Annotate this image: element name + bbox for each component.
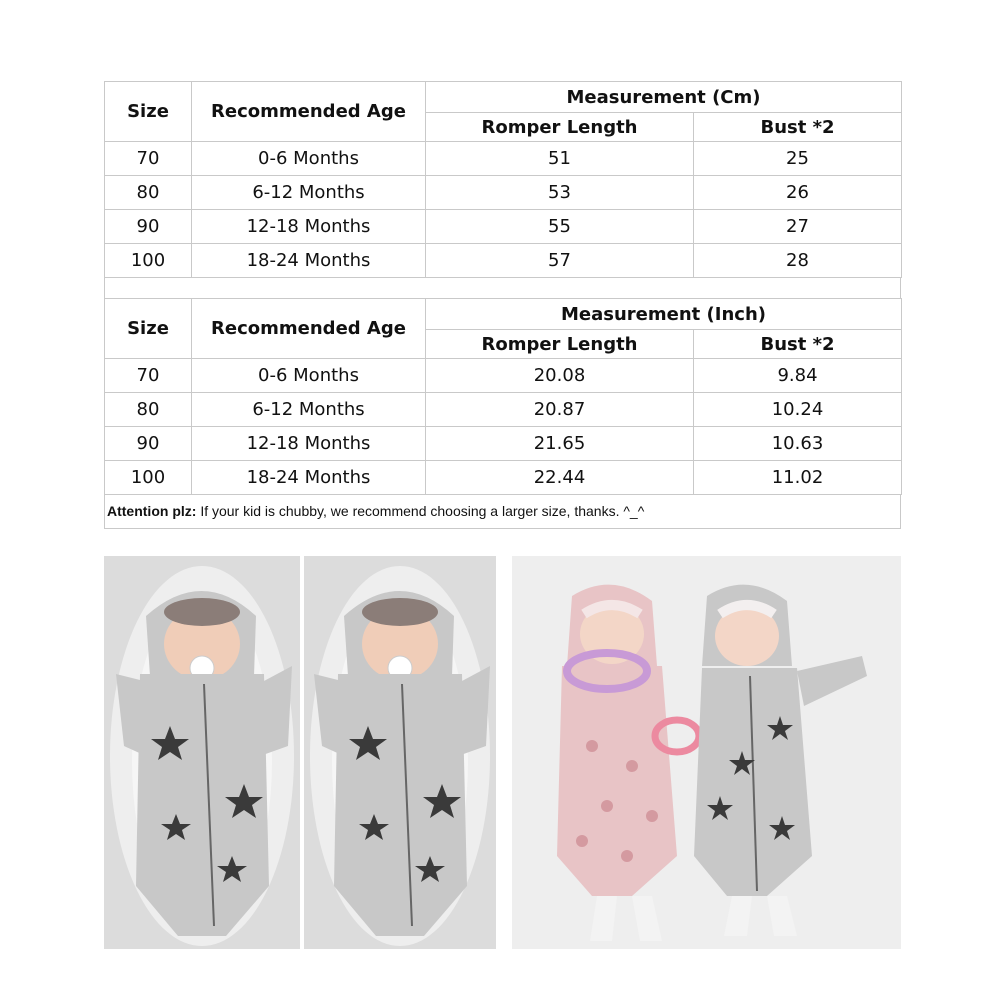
cell-age: 12-18 Months xyxy=(192,210,426,244)
header-recommended-age: Recommended Age xyxy=(192,82,426,142)
cell-size: 80 xyxy=(105,176,192,210)
cell-bust: 10.63 xyxy=(694,427,902,461)
cell-length: 55 xyxy=(426,210,694,244)
cell-size: 70 xyxy=(105,359,192,393)
cell-length: 53 xyxy=(426,176,694,210)
header-measurement-label: Measurement xyxy=(561,303,701,325)
cell-size: 80 xyxy=(105,393,192,427)
cell-length: 51 xyxy=(426,142,694,176)
cell-bust: 28 xyxy=(694,244,902,278)
header-measurement xyxy=(426,299,902,330)
header-unit: (Inch) xyxy=(706,303,766,325)
cell-length: 57 xyxy=(426,244,694,278)
cell-age: 18-24 Months xyxy=(192,461,426,495)
cell-size: 90 xyxy=(105,210,192,244)
header-measurement-label: Measurement xyxy=(566,86,706,108)
header-measurement xyxy=(426,82,902,113)
cell-age: 6-12 Months xyxy=(192,393,426,427)
table-row xyxy=(105,393,902,427)
cell-bust: 27 xyxy=(694,210,902,244)
note-label: Attention plz: xyxy=(107,503,197,519)
cell-size: 100 xyxy=(105,244,192,278)
photo-two-babies-rompers xyxy=(512,556,901,949)
table-row xyxy=(105,244,902,278)
header-romper-length: Romper Length xyxy=(426,113,694,142)
cell-size: 90 xyxy=(105,427,192,461)
attention-note xyxy=(104,495,901,529)
cell-age: 18-24 Months xyxy=(192,244,426,278)
cell-bust: 11.02 xyxy=(694,461,902,495)
photo-baby-grey-romper-1 xyxy=(104,556,300,949)
note-text: If your kid is chubby, we recommend choosing a larger size, thanks. ^_^ xyxy=(200,503,645,519)
cell-length: 21.65 xyxy=(426,427,694,461)
table-row xyxy=(105,427,902,461)
cell-age: 0-6 Months xyxy=(192,359,426,393)
table-row xyxy=(105,359,902,393)
cell-bust: 9.84 xyxy=(694,359,902,393)
header-size: Size xyxy=(105,299,192,359)
table-row xyxy=(105,461,902,495)
cell-length: 20.87 xyxy=(426,393,694,427)
table-row xyxy=(105,176,902,210)
cell-length: 22.44 xyxy=(426,461,694,495)
table-row xyxy=(105,142,902,176)
header-unit: (Cm) xyxy=(712,86,761,108)
header-bust: Bust *2 xyxy=(694,330,902,359)
header-romper-length: Romper Length xyxy=(426,330,694,359)
cell-length: 20.08 xyxy=(426,359,694,393)
header-recommended-age: Recommended Age xyxy=(192,299,426,359)
cell-age: 12-18 Months xyxy=(192,427,426,461)
header-bust: Bust *2 xyxy=(694,113,902,142)
cell-size: 70 xyxy=(105,142,192,176)
cell-age: 6-12 Months xyxy=(192,176,426,210)
size-table-cm xyxy=(104,81,902,278)
header-size: Size xyxy=(105,82,192,142)
size-table-inch xyxy=(104,298,902,495)
cell-bust: 26 xyxy=(694,176,902,210)
cell-bust: 25 xyxy=(694,142,902,176)
table-spacer xyxy=(104,278,901,298)
cell-size: 100 xyxy=(105,461,192,495)
table-row xyxy=(105,210,902,244)
photo-baby-grey-romper-2 xyxy=(304,556,496,949)
cell-bust: 10.24 xyxy=(694,393,902,427)
cell-age: 0-6 Months xyxy=(192,142,426,176)
size-chart xyxy=(104,81,901,529)
